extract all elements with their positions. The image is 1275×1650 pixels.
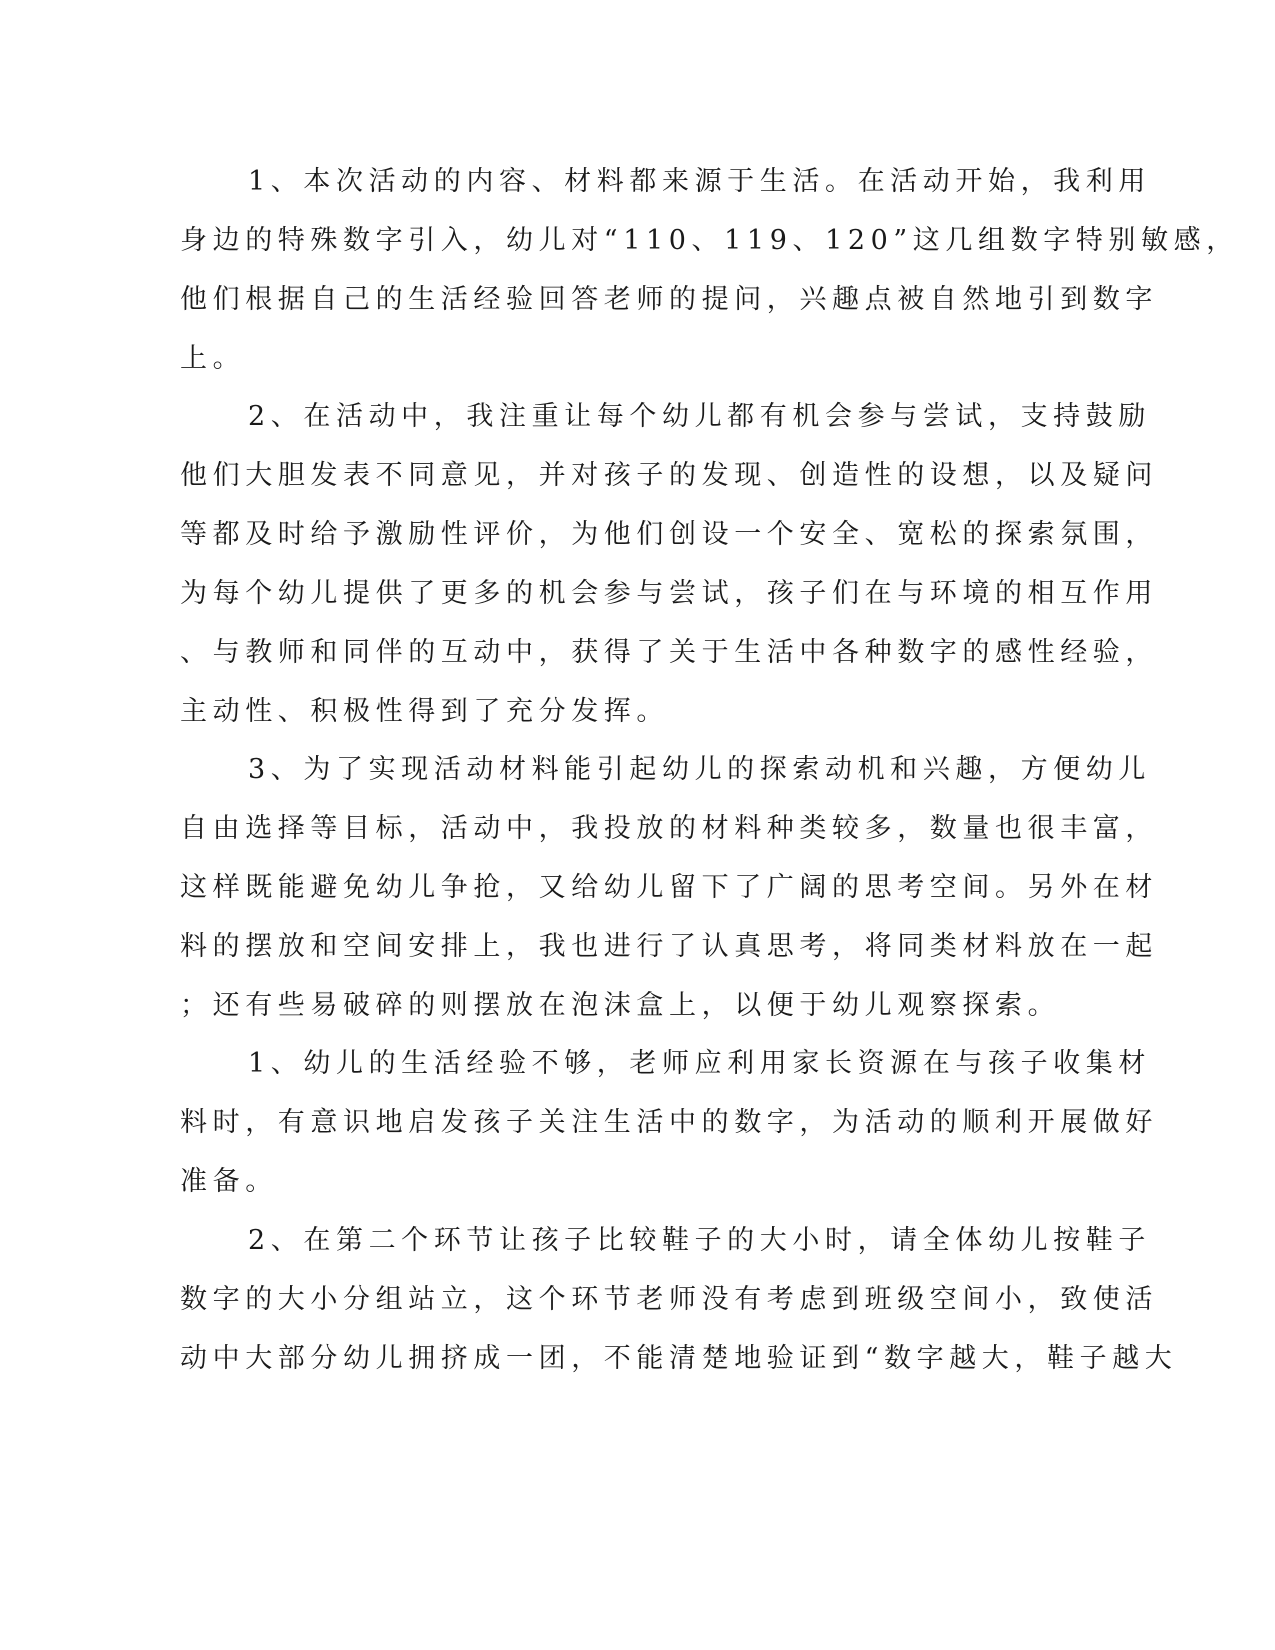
text-line: 身边的特殊数字引入，幼儿对“110、119、120”这几组数字特别敏感， xyxy=(180,225,1239,256)
text-line: 自由选择等目标，活动中，我投放的材料种类较多，数量也很丰富， xyxy=(180,813,1158,844)
text-line: 为每个幼儿提供了更多的机会参与尝试，孩子们在与环境的相互作用 xyxy=(180,578,1158,609)
text-line: ；还有些易破碎的则摆放在泡沫盒上，以便于幼儿观察探索。 xyxy=(180,990,1061,1021)
text-line: 料的摆放和空间安排上，我也进行了认真思考，将同类材料放在一起 xyxy=(180,931,1158,962)
text-line: 1、本次活动的内容、材料都来源于生活。在活动开始，我利用 xyxy=(248,166,1151,197)
text-line: 数字的大小分组站立，这个环节老师没有考虑到班级空间小，致使活 xyxy=(180,1284,1158,1315)
text-line: 3、为了实现活动材料能引起幼儿的探索动机和兴趣，方便幼儿 xyxy=(248,754,1151,785)
text-line: 他们大胆发表不同意见，并对孩子的发现、创造性的设想，以及疑问 xyxy=(180,460,1158,491)
text-line: 1、幼儿的生活经验不够，老师应利用家长资源在与孩子收集材 xyxy=(248,1048,1151,1079)
text-line: 动中大部分幼儿拥挤成一团，不能清楚地验证到“数字越大，鞋子越大 xyxy=(180,1343,1178,1374)
text-line: 上。 xyxy=(180,343,246,374)
text-line: 主动性、积极性得到了充分发挥。 xyxy=(180,696,669,727)
text-line: 他们根据自己的生活经验回答老师的提问，兴趣点被自然地引到数字 xyxy=(180,284,1158,315)
text-line: 这样既能避免幼儿争抢，又给幼儿留下了广阔的思考空间。另外在材 xyxy=(180,872,1158,903)
text-line: 等都及时给予激励性评价，为他们创设一个安全、宽松的探索氛围， xyxy=(180,519,1158,550)
text-line: 2、在第二个环节让孩子比较鞋子的大小时，请全体幼儿按鞋子 xyxy=(248,1225,1151,1256)
text-line: 、与教师和同伴的互动中，获得了关于生活中各种数字的感性经验， xyxy=(180,637,1158,668)
text-line: 准备。 xyxy=(180,1166,278,1197)
text-line: 料时，有意识地启发孩子关注生活中的数字，为活动的顺利开展做好 xyxy=(180,1107,1158,1138)
text-line: 2、在活动中，我注重让每个幼儿都有机会参与尝试，支持鼓励 xyxy=(248,401,1151,432)
